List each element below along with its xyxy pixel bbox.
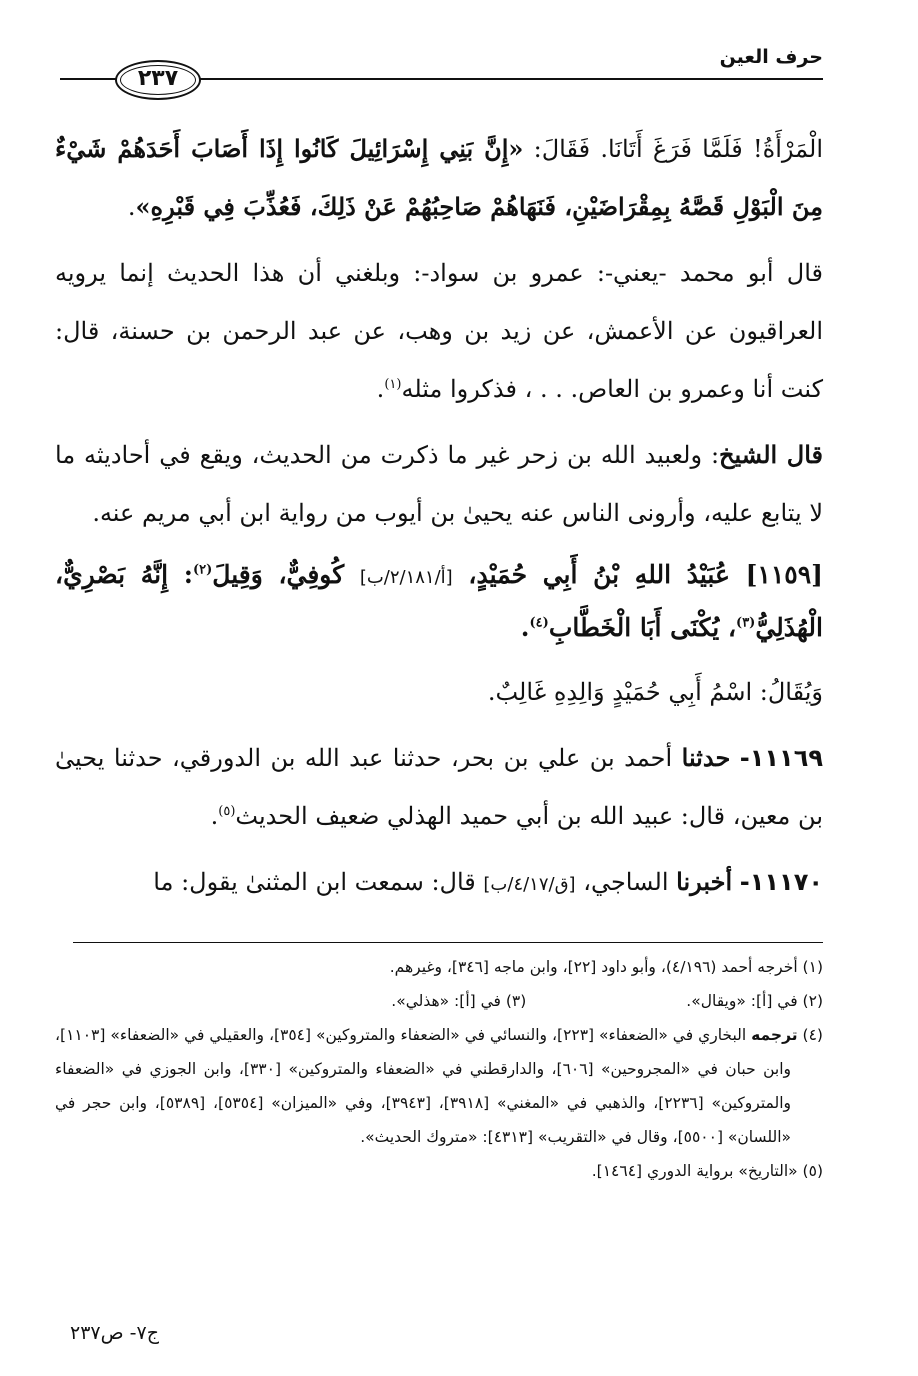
- entry-name: عُبَيْدُ اللهِ بْنُ أَبِي حُمَيْدٍ،: [468, 560, 730, 589]
- hadith-quote: «إِنَّ بَنِي إِسْرَائِيلَ كَانُوا إِذَا أَصَابَ أَحَدَهُمْ شَيْءٌ مِنَ الْبَوْلِ قَصَّهُ بِمِقْرَاضَيْنِ، فَنَهَاهُمْ صَاحِبُهُمْ عَنْ ذَلِكَ، فَعُذِّبَ فِي قَبْرِهِ»: [55, 134, 823, 221]
- hadith-number: ١١١٧٠-: [739, 868, 823, 896]
- footnote-3: (٣) في [أ]: «هذلي».: [391, 992, 527, 1010]
- manuscript-ref: [ق/٤/١٧/ب]: [483, 874, 576, 895]
- paragraph-11169: ١١١٦٩- حدثنا أحمد بن علي بن بحر، حدثنا عبد الله بن الدورقي، حدثنا يحيىٰ بن معين، قال: عبيد الله بن أبي حميد الهذلي ضعيف الحديث$^{(٥)}$.: [55, 743, 823, 830]
- entry-number: [١١٥٩]: [745, 560, 823, 589]
- footnote-1: (١) أخرجه أحمد (٤/١٩٦)، وأبو داود [٢٢]، وابن ماجه [٣٤٦]، وغيرهم.: [389, 958, 823, 976]
- footnote-ref-2: (٢): [192, 562, 213, 578]
- paragraph-shaykh: قال الشيخ: ولعبيد الله بن زحر غير ما ذكرت من الحديث، ويقع في أحاديثه ما لا يتابع عليه، وأرونى الناس عنه يحيىٰ بن أيوب من رواية ابن أبي مريم عنه.: [55, 440, 824, 527]
- volume-page-reference: ج٧- ص٢٣٧: [70, 1322, 159, 1344]
- shaykh-lead: قال الشيخ: [719, 440, 824, 469]
- footnote-ref-5: (٥): [218, 804, 236, 819]
- chapter-title: حرف العين: [719, 46, 823, 68]
- entry-1159: [١١٥٩] عُبَيْدُ اللهِ بْنُ أَبِي حُمَيْدٍ، [أ/٢/١٨١/ب] كُوفِيٌّ، وَقِيلَ$^{(٢)}$: إِنَّهُ بَصْرِيٌّ، الْهُذَلِيُّ$^{(٣)}$، يُكْنَى أَبَا الْخَطَّابِ$^{(٤)}$.: [55, 560, 823, 642]
- narration-lead: حدثنا: [681, 743, 731, 772]
- narration-lead: أخبرنا: [676, 867, 733, 896]
- footnotes: [55, 950, 823, 1188]
- page-header: [60, 40, 823, 100]
- footnote-ref-4: (٤): [529, 615, 549, 631]
- footnote-4: (٤) ترجمه البخاري في «الضعفاء» [٢٢٣]، والنسائي في «الضعفاء والمتروكين» [٣٥٤]، والعقيلي في «الضعفاء» [١١٠٣]، وابن حبان في «المجروحين» [٦٠٦]، والدارقطني في «الضعفاء والمتروكين» [٣٣٠]، وابن الجوزي في «الضعفاء والمتروكين» [٢٢٣٦]، والذهبي في «المغني» [٣٩١٨]، [٣٩٤٣]، وفي «الميزان» [٥٣٥٤]، [٥٣٨٩]، وابن حجر في «اللسان» [٥٥٠٠]، وقال في «التقريب» [٤٣١٣]: «متروك الحديث».: [55, 1026, 823, 1146]
- footnote-5: (٥) «التاريخ» برواية الدوري [١٤٦٤].: [591, 1162, 823, 1180]
- hadith-number: ١١١٦٩-: [739, 744, 823, 772]
- main-text: [55, 120, 823, 922]
- paragraph-hadith-end: الْمَرْأَةُ! فَلَمَّا فَرَغَ أَتَانَا. فَقَالَ: «إِنَّ بَنِي إِسْرَائِيلَ كَانُوا إِذَا أَصَابَ أَحَدَهُمْ شَيْءٌ مِنَ الْبَوْلِ قَصَّهُ بِمِقْرَاضَيْنِ، فَنَهَاهُمْ صَاحِبُهُمْ عَنْ ذَلِكَ، فَعُذِّبَ فِي قَبْرِهِ».: [55, 134, 823, 221]
- manuscript-ref: [أ/٢/١٨١/ب]: [359, 567, 453, 588]
- paragraph-name-note: وَيُقَالُ: اسْمُ أَبِي حُمَيْدٍ وَالِدِهِ غَالِبٌ.: [487, 678, 823, 706]
- footnote-ref-3: (٣): [736, 615, 756, 631]
- paragraph-11170: ١١١٧٠- أخبرنا الساجي، [ق/٤/١٧/ب] قال: سمعت ابن المثنىٰ يقول: ما: [153, 867, 823, 896]
- footnote-rule: [73, 942, 823, 943]
- footnote-2: (٢) في [أ]: «ويقال».: [686, 992, 823, 1010]
- footnote-ref-1: (١): [384, 377, 402, 392]
- page-number-badge: ٢٣٧: [115, 60, 201, 100]
- paragraph-abu-muhammad: قال أبو محمد -يعني-: عمرو بن سواد-: وبلغني أن هذا الحديث إنما يرويه العراقيون عن الأعمش، عن زيد بن وهب، عن عبد الرحمن بن حسنة، قال: كنت أنا وعمرو بن العاص. . . ، فذكروا مثله$^{(١)}$.: [55, 259, 823, 403]
- footnote-row: [55, 984, 823, 1018]
